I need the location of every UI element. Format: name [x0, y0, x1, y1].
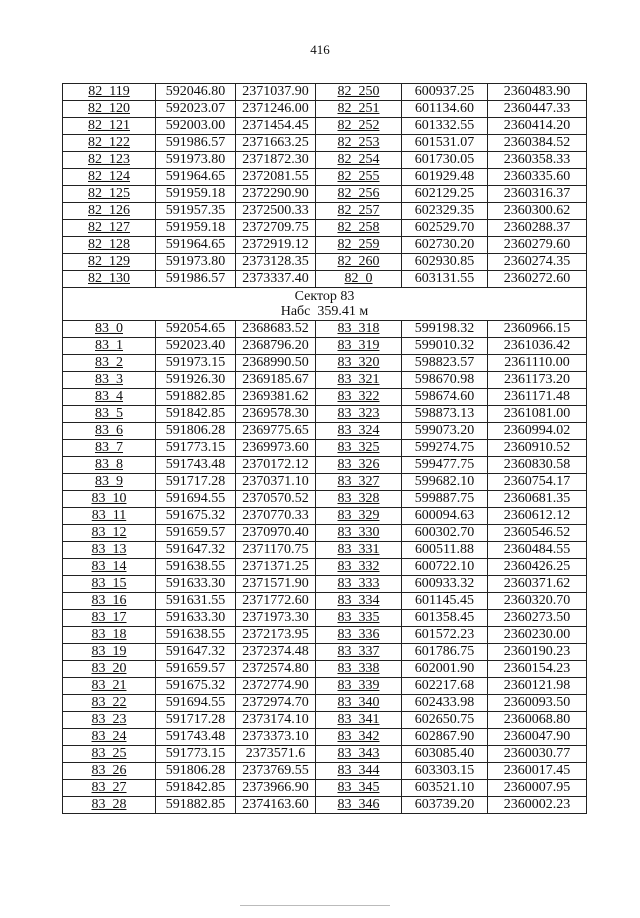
y-coord-cell: 2361173.20: [488, 372, 587, 389]
y-coord-cell: 2360484.55: [488, 542, 587, 559]
x-coord-cell: 602433.98: [402, 695, 488, 712]
sector-title: Сектор 83: [294, 289, 355, 304]
point-id-cell: 83_16: [63, 593, 156, 610]
point-id-cell: 83_13: [63, 542, 156, 559]
table-row: [63, 186, 587, 203]
point-id-cell: 82_256: [316, 186, 402, 203]
table-row: [63, 644, 587, 661]
x-coord-cell: 591659.57: [156, 525, 236, 542]
x-coord-cell: 600511.88: [402, 542, 488, 559]
table-row: [63, 712, 587, 729]
point-id-cell: 83_1: [63, 338, 156, 355]
y-coord-cell: 2372774.90: [236, 678, 316, 695]
page-edge-mark: [240, 905, 390, 906]
y-coord-cell: 2370371.10: [236, 474, 316, 491]
x-coord-cell: 591806.28: [156, 423, 236, 440]
y-coord-cell: 2371170.75: [236, 542, 316, 559]
y-coord-cell: 2372173.95: [236, 627, 316, 644]
table-row: [63, 406, 587, 423]
table-row: [63, 423, 587, 440]
point-id-cell: 83_14: [63, 559, 156, 576]
x-coord-cell: 598670.98: [402, 372, 488, 389]
table-row: [63, 542, 587, 559]
y-coord-cell: 2373373.10: [236, 729, 316, 746]
y-coord-cell: 2370570.52: [236, 491, 316, 508]
y-coord-cell: 2361036.42: [488, 338, 587, 355]
point-id-cell: 83_21: [63, 678, 156, 695]
point-id-cell: 83_339: [316, 678, 402, 695]
x-coord-cell: 603521.10: [402, 780, 488, 797]
x-coord-cell: 599274.75: [402, 440, 488, 457]
x-coord-cell: 602329.35: [402, 203, 488, 220]
x-coord-cell: 591694.55: [156, 491, 236, 508]
y-coord-cell: 2360335.60: [488, 169, 587, 186]
y-coord-cell: 2360414.20: [488, 118, 587, 135]
point-id-cell: 83_2: [63, 355, 156, 372]
point-id-cell: 82_126: [63, 203, 156, 220]
x-coord-cell: 591882.85: [156, 389, 236, 406]
y-coord-cell: 2374163.60: [236, 797, 316, 814]
y-coord-cell: 2370770.33: [236, 508, 316, 525]
x-coord-cell: 591638.55: [156, 559, 236, 576]
x-coord-cell: 598873.13: [402, 406, 488, 423]
x-coord-cell: 591959.18: [156, 186, 236, 203]
sector-header-row: [63, 288, 587, 321]
point-id-cell: 83_325: [316, 440, 402, 457]
x-coord-cell: 599477.75: [402, 457, 488, 474]
x-coord-cell: 601929.48: [402, 169, 488, 186]
y-coord-cell: 2372290.90: [236, 186, 316, 203]
y-coord-cell: 2368683.52: [236, 321, 316, 338]
y-coord-cell: 2372574.80: [236, 661, 316, 678]
x-coord-cell: 591659.57: [156, 661, 236, 678]
table-row: [63, 372, 587, 389]
y-coord-cell: 2371973.30: [236, 610, 316, 627]
point-id-cell: 82_250: [316, 84, 402, 101]
x-coord-cell: 591675.32: [156, 508, 236, 525]
y-coord-cell: 2361171.48: [488, 389, 587, 406]
point-id-cell: 83_26: [63, 763, 156, 780]
point-id-cell: 82_127: [63, 220, 156, 237]
point-id-cell: 83_337: [316, 644, 402, 661]
point-id-cell: 83_332: [316, 559, 402, 576]
y-coord-cell: 2370970.40: [236, 525, 316, 542]
point-id-cell: 83_9: [63, 474, 156, 491]
y-coord-cell: 2369578.30: [236, 406, 316, 423]
table-row: [63, 491, 587, 508]
y-coord-cell: 2368796.20: [236, 338, 316, 355]
y-coord-cell: 2372374.48: [236, 644, 316, 661]
y-coord-cell: 2360910.52: [488, 440, 587, 457]
table-row: [63, 220, 587, 237]
x-coord-cell: 601786.75: [402, 644, 488, 661]
table-row: [63, 338, 587, 355]
y-coord-cell: 2371663.25: [236, 135, 316, 152]
y-coord-cell: 2360483.90: [488, 84, 587, 101]
point-id-cell: 83_328: [316, 491, 402, 508]
page-number: 416: [310, 42, 330, 57]
y-coord-cell: 2361081.00: [488, 406, 587, 423]
point-id-cell: 83_319: [316, 338, 402, 355]
table-row: [63, 593, 587, 610]
point-id-cell: 83_341: [316, 712, 402, 729]
x-coord-cell: 603131.55: [402, 271, 488, 288]
point-id-cell: 83_10: [63, 491, 156, 508]
point-id-cell: 83_20: [63, 661, 156, 678]
table-row: [63, 203, 587, 220]
x-coord-cell: 591973.15: [156, 355, 236, 372]
y-coord-cell: 2371454.45: [236, 118, 316, 135]
point-id-cell: 82_259: [316, 237, 402, 254]
x-coord-cell: 599073.20: [402, 423, 488, 440]
x-coord-cell: 599198.32: [402, 321, 488, 338]
point-id-cell: 83_346: [316, 797, 402, 814]
point-id-cell: 83_322: [316, 389, 402, 406]
x-coord-cell: 603303.15: [402, 763, 488, 780]
table-row: [63, 321, 587, 338]
y-coord-cell: 2360030.77: [488, 746, 587, 763]
sector-header-body: [63, 288, 587, 321]
x-coord-cell: 591986.57: [156, 271, 236, 288]
point-id-cell: 82_0: [316, 271, 402, 288]
x-coord-cell: 600094.63: [402, 508, 488, 525]
point-id-cell: 83_24: [63, 729, 156, 746]
x-coord-cell: 591647.32: [156, 644, 236, 661]
point-id-cell: 83_327: [316, 474, 402, 491]
point-id-cell: 82_257: [316, 203, 402, 220]
y-coord-cell: 2360358.33: [488, 152, 587, 169]
y-coord-cell: 2373174.10: [236, 712, 316, 729]
y-coord-cell: 2371772.60: [236, 593, 316, 610]
x-coord-cell: 591882.85: [156, 797, 236, 814]
table-row: [63, 610, 587, 627]
y-coord-cell: 2360546.52: [488, 525, 587, 542]
point-id-cell: 82_123: [63, 152, 156, 169]
point-id-cell: 83_342: [316, 729, 402, 746]
y-coord-cell: 2360274.35: [488, 254, 587, 271]
x-coord-cell: 601332.55: [402, 118, 488, 135]
point-id-cell: 83_7: [63, 440, 156, 457]
point-id-cell: 83_4: [63, 389, 156, 406]
x-coord-cell: 592023.07: [156, 101, 236, 118]
point-id-cell: 83_6: [63, 423, 156, 440]
point-id-cell: 83_344: [316, 763, 402, 780]
x-coord-cell: 600722.10: [402, 559, 488, 576]
x-coord-cell: 592046.80: [156, 84, 236, 101]
y-coord-cell: 2360154.23: [488, 661, 587, 678]
coordinates-table: [62, 83, 587, 814]
point-id-cell: 82_121: [63, 118, 156, 135]
point-id-cell: 83_18: [63, 627, 156, 644]
x-coord-cell: 601531.07: [402, 135, 488, 152]
table-row: [63, 525, 587, 542]
point-id-cell: 82_260: [316, 254, 402, 271]
table-row: [63, 457, 587, 474]
y-coord-cell: 2372919.12: [236, 237, 316, 254]
y-coord-cell: 2360007.95: [488, 780, 587, 797]
x-coord-cell: 599682.10: [402, 474, 488, 491]
sector-height-label: Набс 359.41 м: [280, 304, 369, 319]
x-coord-cell: 591675.32: [156, 678, 236, 695]
table-row: [63, 508, 587, 525]
point-id-cell: 82_254: [316, 152, 402, 169]
y-coord-cell: 2360279.60: [488, 237, 587, 254]
y-coord-cell: 2360754.17: [488, 474, 587, 491]
x-coord-cell: 591694.55: [156, 695, 236, 712]
x-coord-cell: 602129.25: [402, 186, 488, 203]
point-id-cell: 83_334: [316, 593, 402, 610]
point-id-cell: 83_27: [63, 780, 156, 797]
table-row: [63, 389, 587, 406]
y-coord-cell: 2373966.90: [236, 780, 316, 797]
x-coord-cell: 601730.05: [402, 152, 488, 169]
x-coord-cell: 591964.65: [156, 169, 236, 186]
point-id-cell: 83_22: [63, 695, 156, 712]
point-id-cell: 83_321: [316, 372, 402, 389]
y-coord-cell: 2371037.90: [236, 84, 316, 101]
y-coord-cell: 2371246.00: [236, 101, 316, 118]
x-coord-cell: 592054.65: [156, 321, 236, 338]
point-id-cell: 83_28: [63, 797, 156, 814]
point-id-cell: 83_345: [316, 780, 402, 797]
x-coord-cell: 591986.57: [156, 135, 236, 152]
y-coord-cell: 2360384.52: [488, 135, 587, 152]
point-id-cell: 83_11: [63, 508, 156, 525]
point-id-cell: 82_258: [316, 220, 402, 237]
y-coord-cell: 2360612.12: [488, 508, 587, 525]
y-coord-cell: 2360966.15: [488, 321, 587, 338]
x-coord-cell: 591743.48: [156, 457, 236, 474]
x-coord-cell: 591964.65: [156, 237, 236, 254]
point-id-cell: 83_320: [316, 355, 402, 372]
point-id-cell: 83_8: [63, 457, 156, 474]
block2-body: [63, 321, 587, 814]
point-id-cell: 83_12: [63, 525, 156, 542]
x-coord-cell: 592003.00: [156, 118, 236, 135]
y-coord-cell: 2360093.50: [488, 695, 587, 712]
x-coord-cell: 591631.55: [156, 593, 236, 610]
x-coord-cell: 591633.30: [156, 610, 236, 627]
x-coord-cell: 591633.30: [156, 576, 236, 593]
point-id-cell: 82_120: [63, 101, 156, 118]
table-row: [63, 559, 587, 576]
x-coord-cell: 599010.32: [402, 338, 488, 355]
point-id-cell: 83_326: [316, 457, 402, 474]
y-coord-cell: 2360121.98: [488, 678, 587, 695]
table-row: [63, 661, 587, 678]
x-coord-cell: 591959.18: [156, 220, 236, 237]
y-coord-cell: 2368990.50: [236, 355, 316, 372]
point-id-cell: 82_251: [316, 101, 402, 118]
point-id-cell: 83_331: [316, 542, 402, 559]
x-coord-cell: 591717.28: [156, 474, 236, 491]
point-id-cell: 83_336: [316, 627, 402, 644]
table-row: [63, 780, 587, 797]
table-row: [63, 271, 587, 288]
x-coord-cell: 601572.23: [402, 627, 488, 644]
y-coord-cell: 2360316.37: [488, 186, 587, 203]
x-coord-cell: 602001.90: [402, 661, 488, 678]
y-coord-cell: 2360273.50: [488, 610, 587, 627]
point-id-cell: 83_19: [63, 644, 156, 661]
y-coord-cell: 2372974.70: [236, 695, 316, 712]
x-coord-cell: 602650.75: [402, 712, 488, 729]
table-row: [63, 627, 587, 644]
table-row: [63, 746, 587, 763]
y-coord-cell: 2371872.30: [236, 152, 316, 169]
x-coord-cell: 591973.80: [156, 152, 236, 169]
y-coord-cell: 2360830.58: [488, 457, 587, 474]
point-id-cell: 83_323: [316, 406, 402, 423]
y-coord-cell: 2372709.75: [236, 220, 316, 237]
table-row: [63, 695, 587, 712]
y-coord-cell: 2371571.90: [236, 576, 316, 593]
point-id-cell: 83_17: [63, 610, 156, 627]
y-coord-cell: 2360230.00: [488, 627, 587, 644]
point-id-cell: 83_340: [316, 695, 402, 712]
point-id-cell: 82_255: [316, 169, 402, 186]
x-coord-cell: 591773.15: [156, 440, 236, 457]
y-coord-cell: 2369973.60: [236, 440, 316, 457]
y-coord-cell: 2360320.70: [488, 593, 587, 610]
point-id-cell: 82_122: [63, 135, 156, 152]
x-coord-cell: 602217.68: [402, 678, 488, 695]
y-coord-cell: 2361110.00: [488, 355, 587, 372]
table-row: [63, 576, 587, 593]
table-row: [63, 797, 587, 814]
y-coord-cell: 2360002.23: [488, 797, 587, 814]
y-coord-cell: 2360017.45: [488, 763, 587, 780]
y-coord-cell: 2360272.60: [488, 271, 587, 288]
x-coord-cell: 602529.70: [402, 220, 488, 237]
sector-header-cell: [63, 288, 587, 321]
table-row: [63, 101, 587, 118]
x-coord-cell: 591638.55: [156, 627, 236, 644]
y-coord-cell: 2369185.67: [236, 372, 316, 389]
y-coord-cell: 2360447.33: [488, 101, 587, 118]
point-id-cell: 83_335: [316, 610, 402, 627]
y-coord-cell: 2373337.40: [236, 271, 316, 288]
table-row: [63, 729, 587, 746]
y-coord-cell: 2360371.62: [488, 576, 587, 593]
y-coord-cell: 2360681.35: [488, 491, 587, 508]
x-coord-cell: 591957.35: [156, 203, 236, 220]
x-coord-cell: 591926.30: [156, 372, 236, 389]
x-coord-cell: 599887.75: [402, 491, 488, 508]
point-id-cell: 82_119: [63, 84, 156, 101]
y-coord-cell: 2360288.37: [488, 220, 587, 237]
y-coord-cell: 2370172.12: [236, 457, 316, 474]
x-coord-cell: 591773.15: [156, 746, 236, 763]
x-coord-cell: 600302.70: [402, 525, 488, 542]
x-coord-cell: 598823.57: [402, 355, 488, 372]
x-coord-cell: 592023.40: [156, 338, 236, 355]
y-coord-cell: 2360068.80: [488, 712, 587, 729]
point-id-cell: 83_338: [316, 661, 402, 678]
point-id-cell: 83_333: [316, 576, 402, 593]
point-id-cell: 83_324: [316, 423, 402, 440]
x-coord-cell: 603085.40: [402, 746, 488, 763]
y-coord-cell: 2373571.6: [236, 746, 316, 763]
x-coord-cell: 591806.28: [156, 763, 236, 780]
point-id-cell: 82_124: [63, 169, 156, 186]
x-coord-cell: 591743.48: [156, 729, 236, 746]
y-coord-cell: 2373128.35: [236, 254, 316, 271]
y-coord-cell: 2360047.90: [488, 729, 587, 746]
x-coord-cell: 598674.60: [402, 389, 488, 406]
point-id-cell: 83_318: [316, 321, 402, 338]
x-coord-cell: 600933.32: [402, 576, 488, 593]
x-coord-cell: 601145.45: [402, 593, 488, 610]
y-coord-cell: 2360190.23: [488, 644, 587, 661]
point-id-cell: 83_343: [316, 746, 402, 763]
table-row: [63, 440, 587, 457]
x-coord-cell: 601358.45: [402, 610, 488, 627]
y-coord-cell: 2369775.65: [236, 423, 316, 440]
x-coord-cell: 602930.85: [402, 254, 488, 271]
point-id-cell: 82_128: [63, 237, 156, 254]
y-coord-cell: 2372500.33: [236, 203, 316, 220]
y-coord-cell: 2369381.62: [236, 389, 316, 406]
table-row: [63, 474, 587, 491]
point-id-cell: 83_23: [63, 712, 156, 729]
table-row: [63, 84, 587, 101]
y-coord-cell: 2372081.55: [236, 169, 316, 186]
x-coord-cell: 591842.85: [156, 780, 236, 797]
point-id-cell: 83_3: [63, 372, 156, 389]
y-coord-cell: 2360300.62: [488, 203, 587, 220]
point-id-cell: 83_330: [316, 525, 402, 542]
point-id-cell: 82_253: [316, 135, 402, 152]
point-id-cell: 82_130: [63, 271, 156, 288]
point-id-cell: 83_329: [316, 508, 402, 525]
x-coord-cell: 591717.28: [156, 712, 236, 729]
x-coord-cell: 602867.90: [402, 729, 488, 746]
table-row: [63, 763, 587, 780]
y-coord-cell: 2373769.55: [236, 763, 316, 780]
point-id-cell: 83_25: [63, 746, 156, 763]
y-coord-cell: 2360426.25: [488, 559, 587, 576]
x-coord-cell: 591973.80: [156, 254, 236, 271]
point-id-cell: 83_15: [63, 576, 156, 593]
point-id-cell: 82_129: [63, 254, 156, 271]
table-row: [63, 237, 587, 254]
x-coord-cell: 602730.20: [402, 237, 488, 254]
table-row: [63, 678, 587, 695]
block1-body: [63, 84, 587, 288]
y-coord-cell: 2371371.25: [236, 559, 316, 576]
point-id-cell: 83_5: [63, 406, 156, 423]
y-coord-cell: 2360994.02: [488, 423, 587, 440]
x-coord-cell: 601134.60: [402, 101, 488, 118]
point-id-cell: 82_252: [316, 118, 402, 135]
table-row: [63, 135, 587, 152]
table-row: [63, 355, 587, 372]
table-row: [63, 118, 587, 135]
x-coord-cell: 600937.25: [402, 84, 488, 101]
x-coord-cell: 591647.32: [156, 542, 236, 559]
x-coord-cell: 591842.85: [156, 406, 236, 423]
point-id-cell: 83_0: [63, 321, 156, 338]
table-row: [63, 152, 587, 169]
table-row: [63, 169, 587, 186]
point-id-cell: 82_125: [63, 186, 156, 203]
table-row: [63, 254, 587, 271]
x-coord-cell: 603739.20: [402, 797, 488, 814]
